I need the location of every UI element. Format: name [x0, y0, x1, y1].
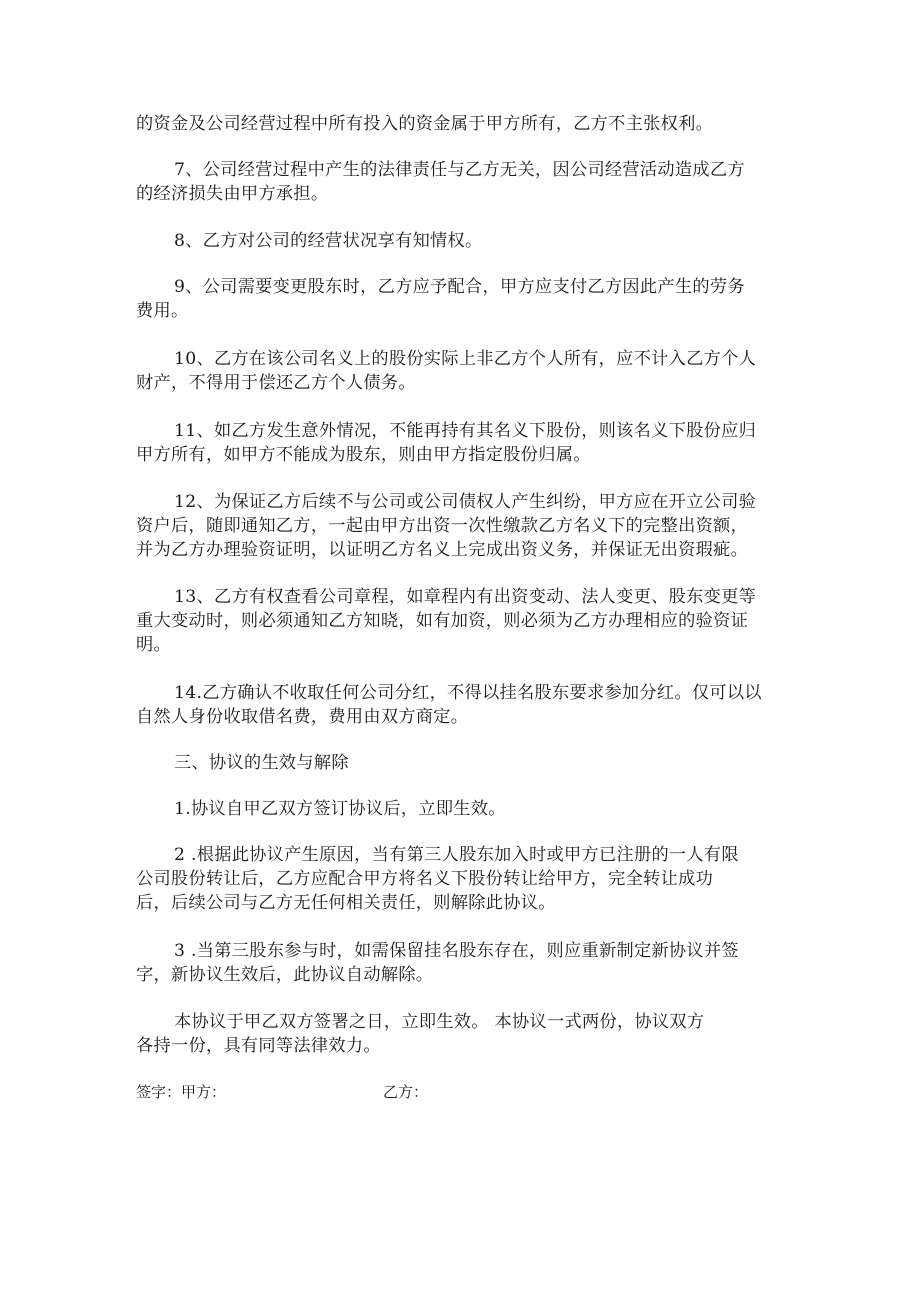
paragraph-13-line-2: 重大变动时，则必须通知乙方知晓，如有加资，则必须为乙方办理相应的验资证	[136, 611, 749, 631]
paragraph-9-line-2: 费用。	[136, 301, 189, 321]
paragraph-14-line-2: 自然人身份收取借名费，费用由双方商定。	[136, 707, 469, 727]
paragraph-11-line-1: 11、如乙方发生意外情况，不能再持有其名义下股份，则该名义下股份应归	[174, 421, 757, 441]
signature-party-b-label: 乙方：	[383, 1083, 429, 1101]
paragraph-7-line-2: 的经济损失由甲方承担。	[136, 184, 329, 204]
closing-line-1: 本协议于甲乙双方签署之日，立即生效。 本协议一式两份，协议双方	[174, 1012, 705, 1032]
paragraph-10-line-2: 财产，不得用于偿还乙方个人债务。	[136, 373, 416, 393]
clause-2-line-3: 后，后续公司与乙方无任何相关责任，则解除此协议。	[136, 893, 556, 913]
signature-party-a-label: 签字：甲方：	[136, 1083, 227, 1101]
clause-2-line-2: 公司股份转让后，乙方应配合甲方将名义下股份转让给甲方，完全转让成功	[136, 869, 714, 889]
paragraph-12-line-3: 并为乙方办理验资证明，以证明乙方名义上完成出资义务，并保证无出资瑕疵。	[136, 540, 749, 560]
paragraph-13-line-3: 明。	[136, 635, 171, 655]
closing-line-2: 各持一份，具有同等法律效力。	[136, 1036, 381, 1056]
clause-2-line-1: 2 .根据此协议产生原因，当有第三人股东加入时或甲方已注册的一人有限	[174, 845, 739, 865]
paragraph-12-line-2: 资户后，随即通知乙方，一起由甲方出资一次性缴款乙方名义下的完整出资额，	[136, 516, 749, 536]
clause-1: 1.协议自甲乙双方签订协议后，立即生效。	[174, 799, 506, 819]
paragraph-6-line-2: 的资金及公司经营过程中所有投入的资金属于甲方所有，乙方不主张权利。	[136, 114, 714, 134]
paragraph-11-line-2: 甲方所有，如甲方不能成为股东，则由甲方指定股份归属。	[136, 445, 591, 465]
clause-3-line-1: 3 .当第三股东参与时，如需保留挂名股东存在，则应重新制定新协议并签	[174, 941, 739, 961]
paragraph-13-line-1: 13、乙方有权查看公司章程，如章程内有出资变动、法人变更、股东变更等	[174, 587, 757, 607]
paragraph-14-line-1: 14.乙方确认不收取任何公司分红，不得以挂名股东要求参加分红。仅可以以	[174, 683, 762, 703]
paragraph-12-line-1: 12、为保证乙方后续不与公司或公司债权人产生纠纷，甲方应在开立公司验	[174, 492, 757, 512]
paragraph-8: 8、乙方对公司的经营状况享有知情权。	[174, 231, 483, 251]
section-heading-effect-termination: 三、协议的生效与解除	[174, 753, 349, 773]
clause-3-line-2: 字，新协议生效后，此协议自动解除。	[136, 965, 434, 985]
paragraph-9-line-1: 9、公司需要变更股东时，乙方应予配合，甲方应支付乙方因此产生的劳务	[174, 277, 745, 297]
paragraph-7-line-1: 7、公司经营过程中产生的法律责任与乙方无关，因公司经营活动造成乙方	[174, 160, 745, 180]
paragraph-10-line-1: 10、乙方在该公司名义上的股份实际上非乙方个人所有，应不计入乙方个人	[174, 349, 757, 369]
